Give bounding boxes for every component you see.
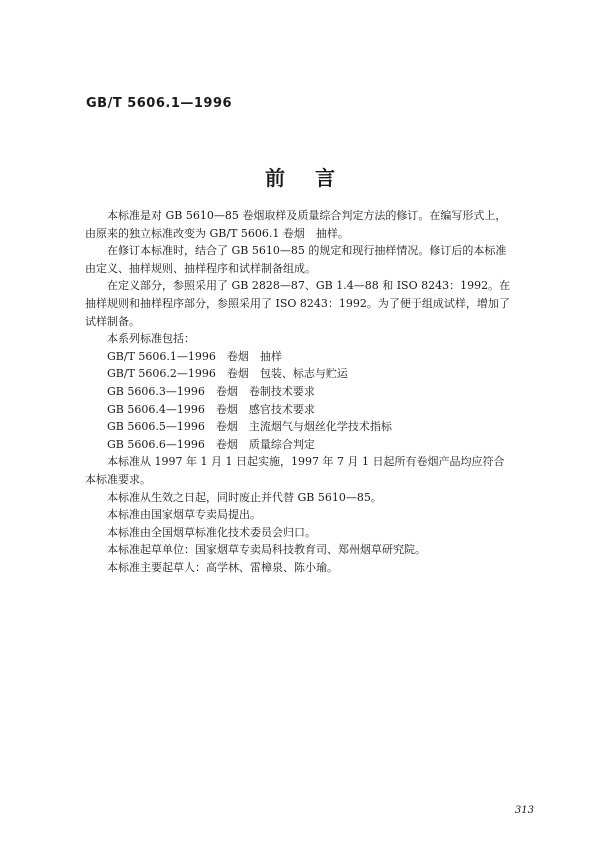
list-item: GB 5606.3—1996 卷烟 卷制技术要求 [107, 384, 315, 398]
closing-paragraph: 本标准起草单位：国家烟草专卖局科技教育司、郑州烟草研究院。 [107, 543, 426, 557]
page-title: 前言 [265, 166, 365, 190]
closing-paragraph: 本标准主要起草人：高学林、雷樟泉、陈小瑜。 [107, 560, 338, 574]
paragraph-2: 在修订本标准时，结合了 GB 5610—85 的规定和现行抽样情况。修订后的本标准由定义、抽样规则、抽样程序和试样制备组成。 [85, 244, 507, 275]
closing-paragraph: 本标准由国家烟草专卖局提出。 [107, 508, 261, 522]
paragraph-4: 本系列标准包括： [107, 332, 195, 346]
document-body [85, 207, 515, 576]
paragraph-3: 在定义部分，参照采用了 GB 2828—87、GB 1.4—88 和 ISO 8243：1992。在抽样规则和抽样程序部分，参照采用了 ISO 8243：1992。为了便于组成试样，增加了试样制备。 [85, 279, 511, 328]
list-item: GB 5606.6—1996 卷烟 质量综合判定 [107, 437, 315, 451]
closing-paragraph: 本标准由全国烟草标准化技术委员会归口。 [107, 525, 316, 539]
list-item: GB 5606.5—1996 卷烟 主流烟气与烟丝化学技术指标 [107, 420, 392, 434]
list-item: GB/T 5606.1—1996 卷烟 抽样 [107, 349, 282, 363]
list-item: GB/T 5606.2—1996 卷烟 包装、标志与贮运 [107, 367, 348, 381]
paragraph-1: 本标准是对 GB 5610—85 卷烟取样及质量综合判定方法的修订。在编写形式上，由原来的独立标准改变为 GB/T 5606.1 卷烟 抽样。 [85, 209, 507, 240]
closing-paragraph: 本标准从 1997 年 1 月 1 日起实施，1997 年 7 月 1 日起所有卷烟产品均应符合本标准要求。 [85, 455, 505, 486]
page-number: 313 [514, 805, 534, 816]
list-item: GB 5606.4—1996 卷烟 感官技术要求 [107, 402, 315, 416]
closing-paragraph: 本标准从生效之日起，同时废止并代替 GB 5610—85。 [107, 490, 382, 504]
standard-code: GB/T 5606.1—1996 [86, 96, 233, 111]
